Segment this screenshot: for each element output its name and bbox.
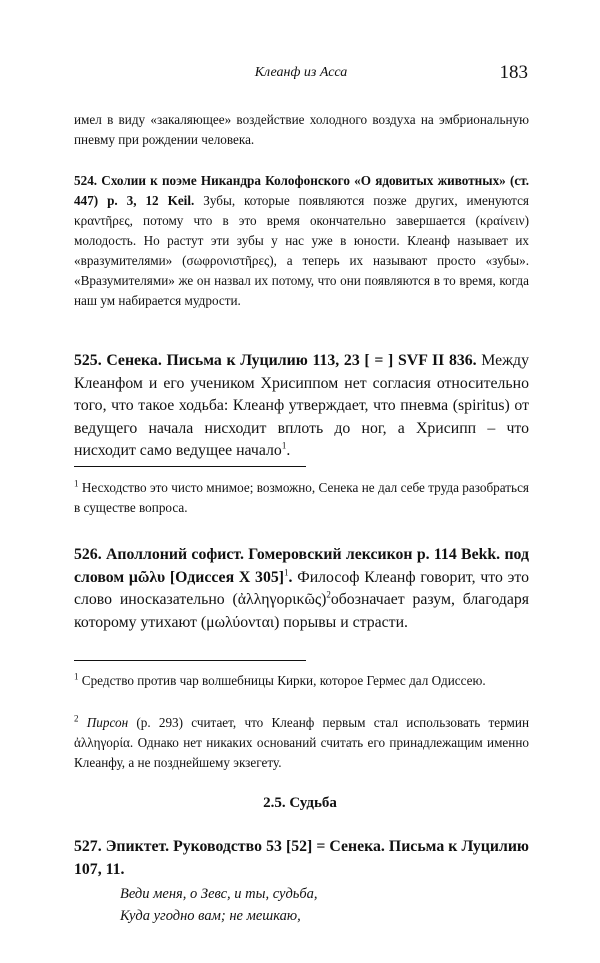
- verse-line: Веди меня, о Зевс, и ты, судьба,: [120, 886, 318, 902]
- continuation-paragraph: [74, 110, 529, 150]
- footnote-author: Пирсон: [86, 715, 129, 730]
- footnote-divider: [74, 660, 306, 661]
- fragment-525: [74, 350, 529, 463]
- fragment-524: [74, 171, 529, 311]
- footnote-ref-526-heading: 1: [284, 567, 289, 578]
- footnote-divider: [74, 466, 306, 467]
- fragment-525-heading: 525. Сенека. Письма к Луцилию 113, 23 [ = ] SVF II 836.: [74, 352, 477, 369]
- running-head: [74, 62, 528, 84]
- footnote-text: Средство против чар волшебницы Кирки, которое Гермес дал Одиссею.: [81, 673, 486, 688]
- fragment-526-body-a: Философ Клеанф говорит, что это слово иносказательно (ἀλληγορικῶς): [74, 568, 529, 608]
- fragment-525-body: Между Клеанфом и его учеником Хрисиппом нет согласия относительно того, что такое ходьба: Клеанф утверждает, что пневма (spiritus) от ведущего начала нисходит вплоть до ног, а Хрисипп – что нисходит само ведущее начало: [74, 352, 529, 459]
- footnote-text: (р. 293) считает, что Клеанф первым стал использовать термин ἀλληγορία. Однако нет никаких оснований считать его принадлежащим именно Клеанфу, а не позднейшему экзегету.: [74, 715, 530, 770]
- fragment-525-body-end: .: [286, 442, 291, 459]
- footnote-ref-526-body: 2: [326, 589, 331, 600]
- footnote-526-2: [74, 713, 529, 773]
- fragment-524-heading: 524. Схолии к поэме Никандра Колофонского «О ядовитых животных» (ст. 447) p. 3, 12 Keil.: [74, 173, 529, 208]
- fragment-526-heading: 526. Аполлоний софист. Гомеровский лексикон p. 114 Bekk. под словом μῶλυ [Одиссея X 305]: [74, 546, 529, 586]
- footnote-ref-525: 1: [281, 440, 287, 451]
- footnote-mark: 1: [74, 478, 79, 489]
- footnote-text: Несходство это чисто мнимое; возможно, Сенека не дал себе труда разобраться в существе вопроса.: [74, 480, 529, 515]
- page-number: 183: [499, 62, 528, 83]
- footnote-526-1: [74, 671, 529, 691]
- fragment-526-body-b: обозначает разум, благодаря которому утихают (μωλύονται) порывы и страсти.: [74, 591, 529, 631]
- section-heading: 2.5. Судьба: [263, 795, 337, 811]
- fragment-527-heading: 527. Эпиктет. Руководство 53 [52] = Сенека. Письма к Луцилию 107, 11.: [74, 838, 529, 878]
- fragment-524-body: Зубы, которые появляются позже других, именуются κραντῆρες, потому что в это время окончательно завершается (κραίνειν) молодость. Но растут эти зубы у нас уже в юности. Клеанф называет их «вразумителями» (σωφρονιστῆρες), а теперь их называют просто «зубы». «Вразумителями» же он назвал их потому, что они появляются в то время, когда наш ум набирается мудрости.: [74, 193, 529, 308]
- continuation-text: имел в виду «закаляющее» воздействие холодного воздуха на эмбриональную пневму при рождении человека.: [74, 112, 529, 147]
- fragment-527: [74, 836, 529, 881]
- running-title: Клеанф из Асса: [254, 65, 348, 80]
- verse-quote: [120, 883, 318, 927]
- verse-line: Куда угодно вам; не мешкаю,: [120, 908, 301, 924]
- fragment-526-heading-end: .: [288, 568, 293, 586]
- footnote-mark: 2: [74, 713, 79, 724]
- footnote-mark: 1: [74, 671, 79, 682]
- footnote-525: [74, 478, 529, 518]
- fragment-526: [74, 544, 529, 634]
